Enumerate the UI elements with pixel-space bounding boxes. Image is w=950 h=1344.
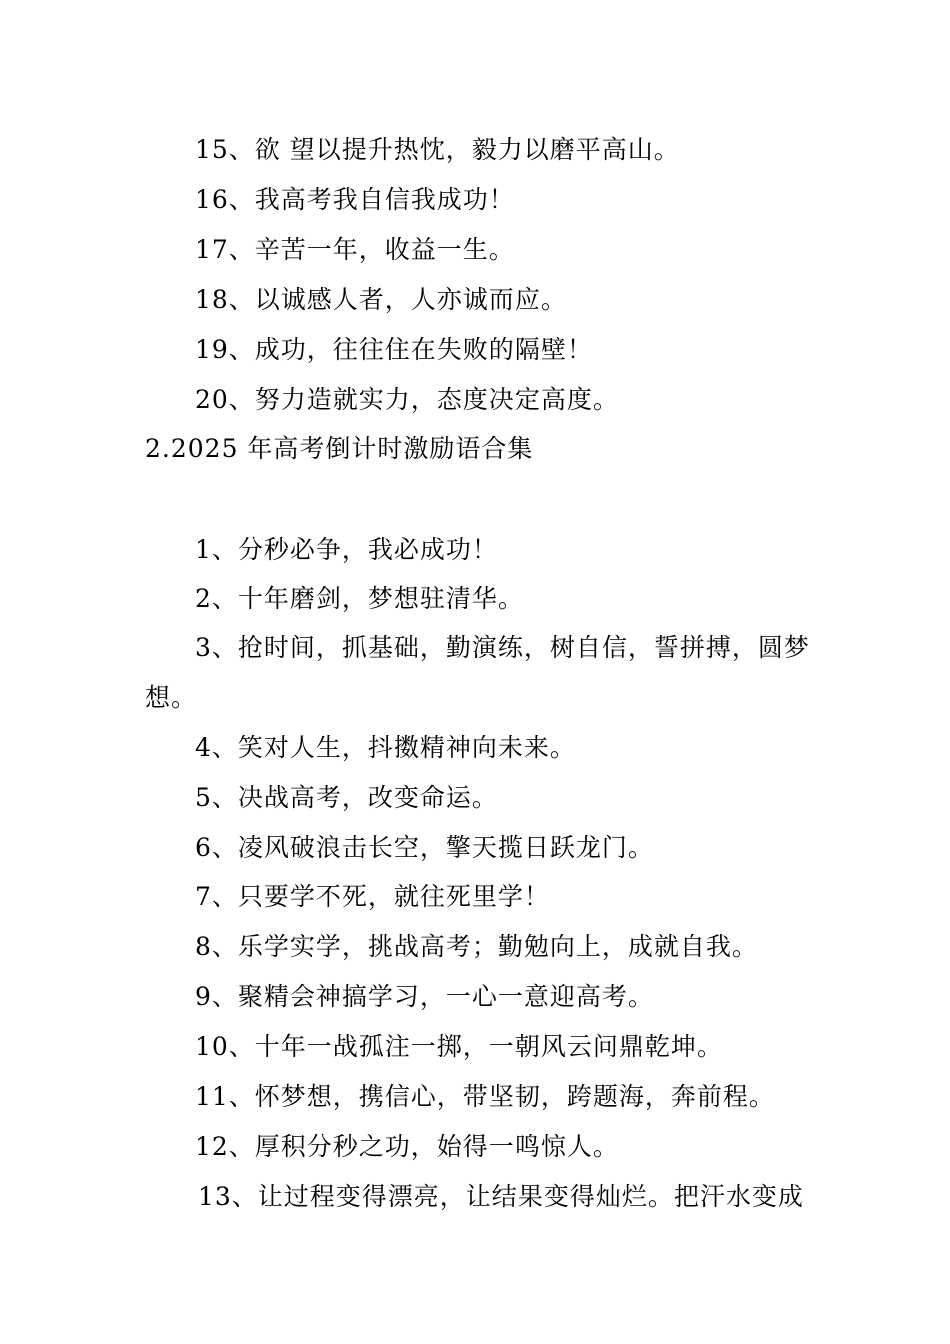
list-item: 12、厚积分秒之功，始得一鸣惊人。 (195, 1132, 619, 1161)
list-item: 17、辛苦一年，收益一生。 (195, 235, 515, 264)
list-item: 18、以诚感人者，人亦诚而应。 (195, 285, 567, 314)
list-item: 16、我高考我自信我成功！ (195, 185, 515, 214)
list-item: 11、怀梦想，携信心，带坚韧，跨题海，奔前程。 (195, 1082, 775, 1111)
list-item: 20、努力造就实力，态度决定高度。 (195, 385, 619, 414)
list-item-continuation: 想。 (145, 683, 198, 712)
list-item: 8、乐学实学，挑战高考；勤勉向上，成就自我。 (195, 932, 758, 961)
list-item: 1、分秒必争，我必成功！ (195, 535, 498, 564)
list-item: 7、只要学不死，就往死里学！ (195, 882, 550, 911)
list-item: 9、聚精会神搞学习，一心一意迎高考。 (195, 982, 654, 1011)
section-heading: 2.2025 年高考倒计时激励语合集 (145, 434, 534, 463)
list-item: 4、笑对人生，抖擞精神向未来。 (195, 733, 576, 762)
list-item: 3、抢时间，抓基础，勤演练，树自信，誓拼搏，圆梦 (195, 633, 810, 662)
list-item: 5、决战高考，改变命运。 (195, 783, 498, 812)
list-item: 15、欲 望以提升热忱，毅力以磨平高山。 (195, 135, 680, 164)
list-item: 10、十年一战孤注一掷，一朝风云问鼎乾坤。 (195, 1032, 723, 1061)
list-item: 2、十年磨剑，梦想驻清华。 (195, 584, 524, 613)
list-item: 19、成功，往往住在失败的隔壁！ (195, 335, 593, 364)
list-item: 6、凌风破浪击长空，擎天揽日跃龙门。 (195, 833, 654, 862)
list-item: 13、让过程变得漂亮，让结果变得灿烂。把汗水变成 (198, 1182, 804, 1211)
